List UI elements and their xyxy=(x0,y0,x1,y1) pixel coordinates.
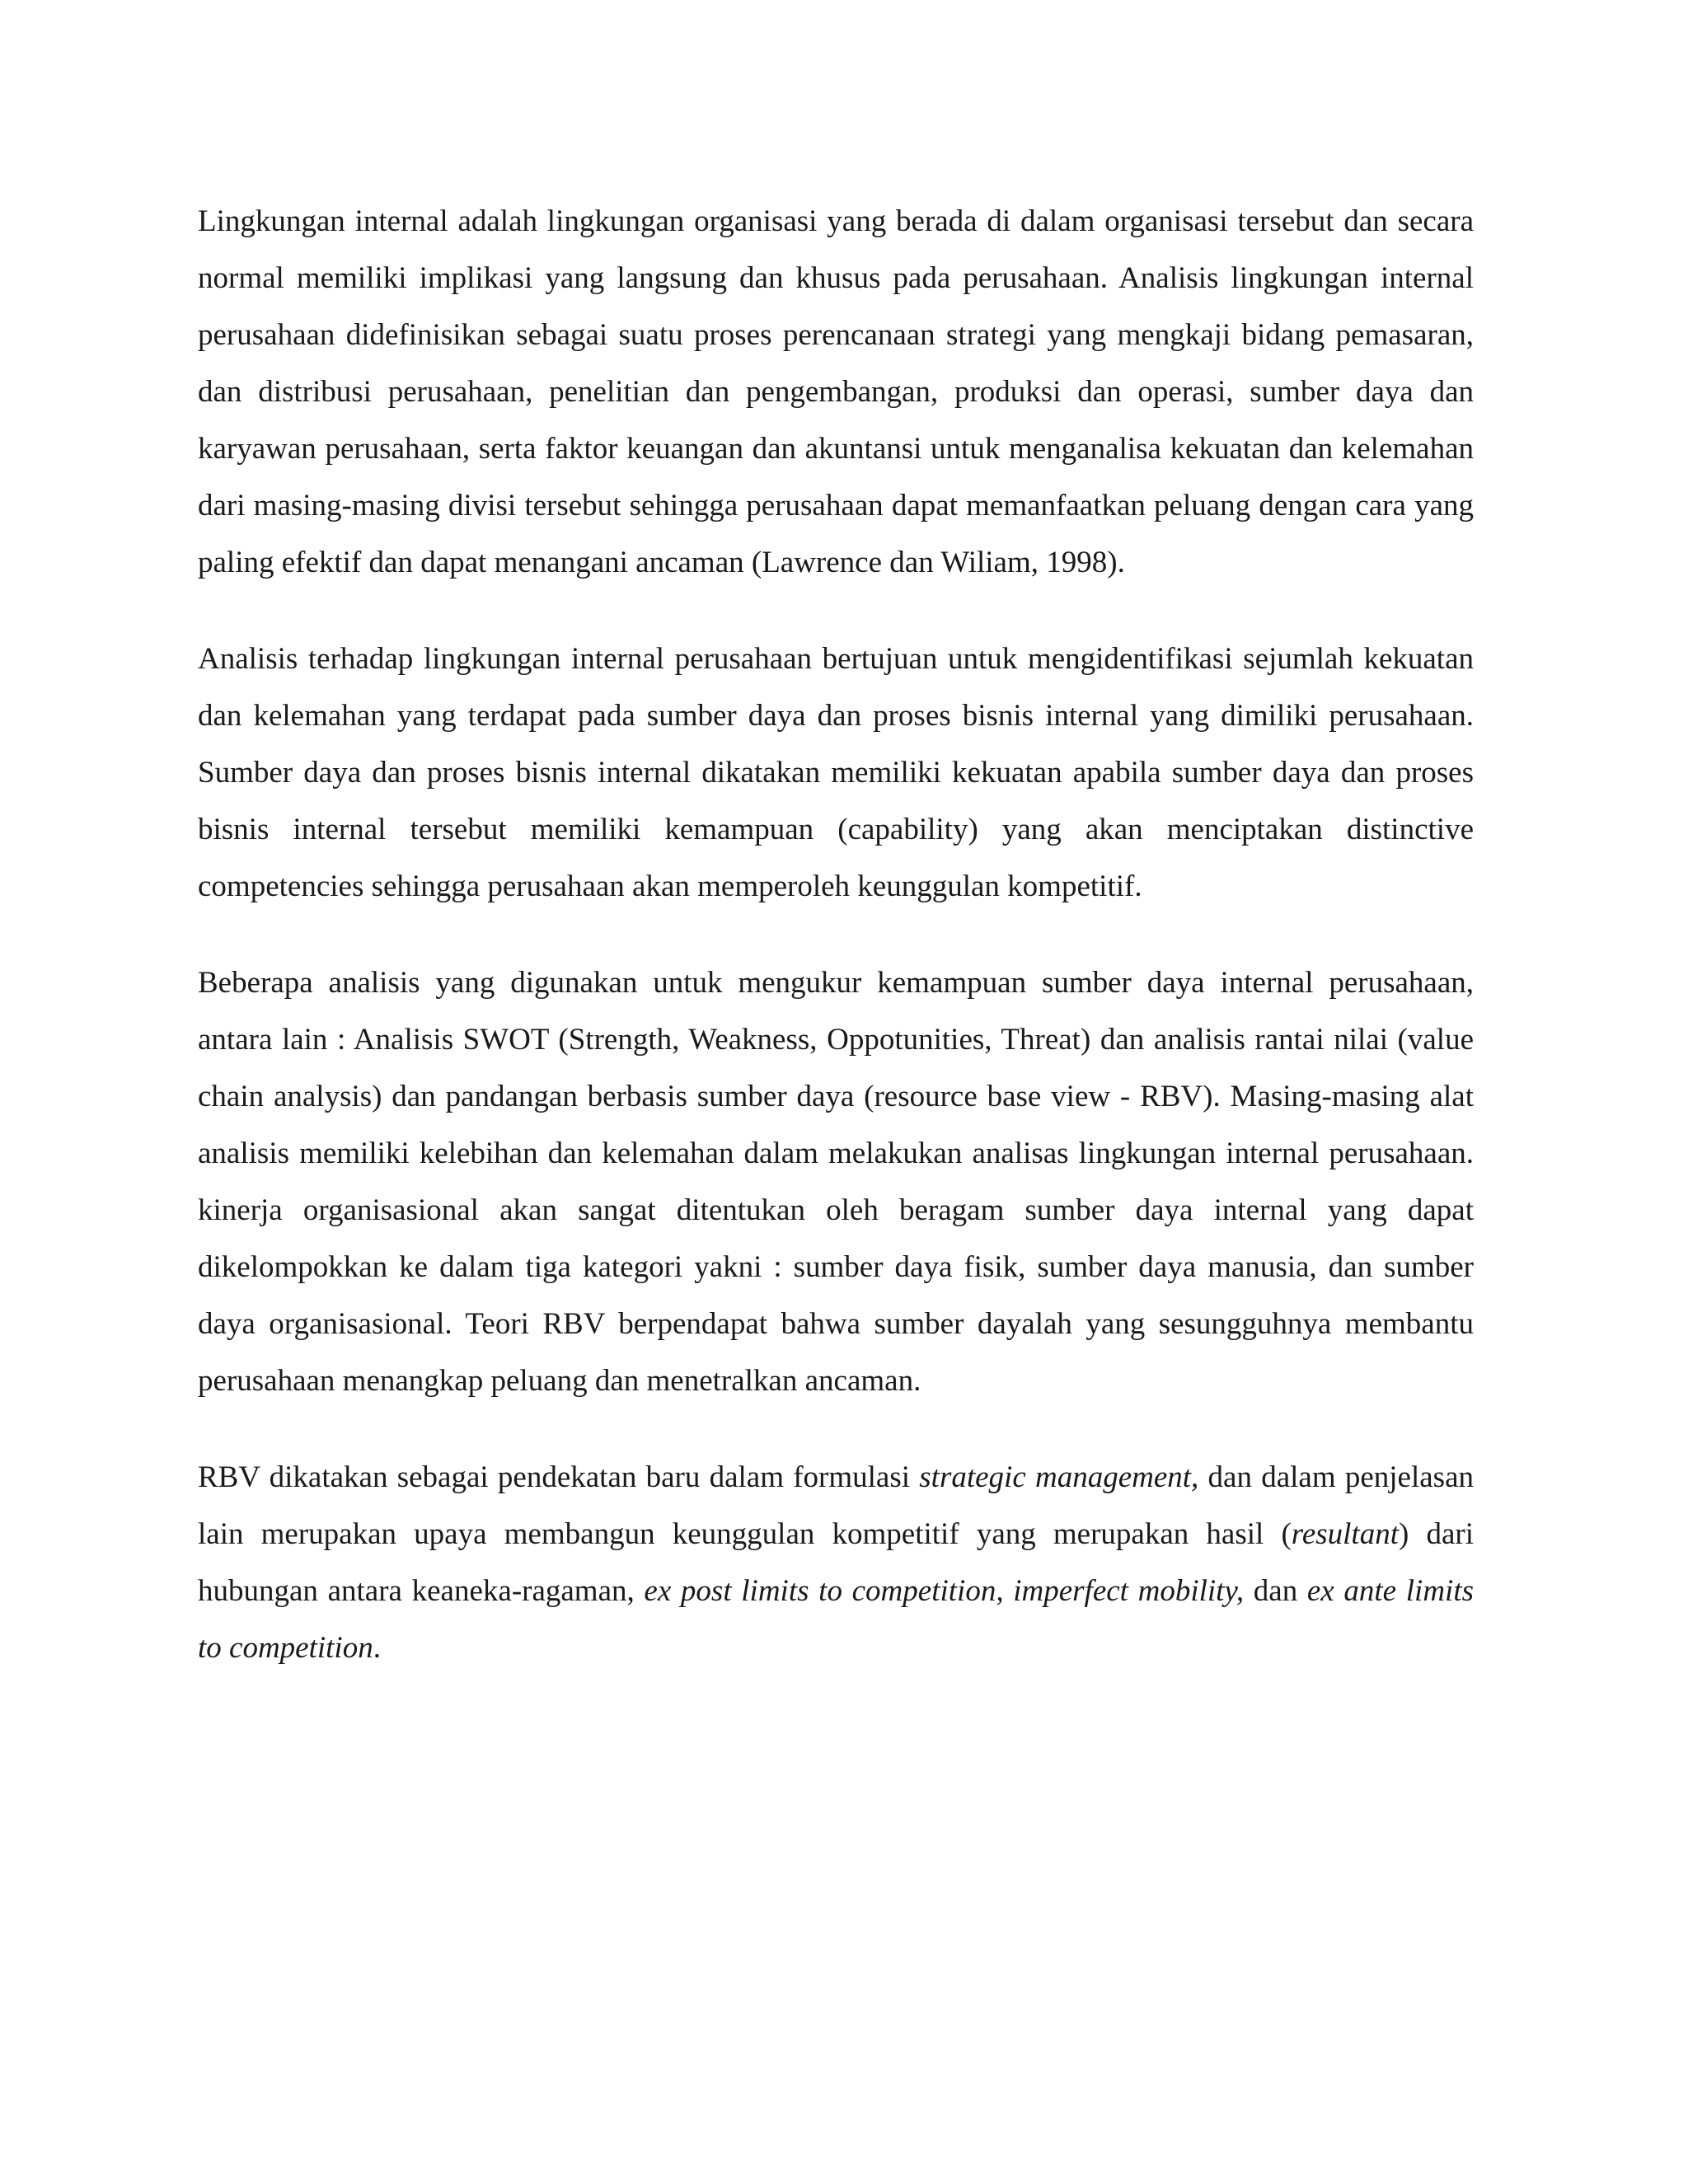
paragraph-rbv-approach xyxy=(198,1449,1474,1676)
paragraph-text: dan dalam penjelasan lain merupakan upaya membangun keunggulan kompetitif yang merupakan hasil ( xyxy=(198,1460,1474,1551)
paragraph-text: Beberapa analisis yang digunakan untuk mengukur kemampuan sumber daya internal perusahaan, antara lain : Analisis SWOT (Strength, Weakness, Oppotunities, Threat) dan analisis rantai nilai (value chain analysis) dan pandangan berbasis sumber daya (resource base view - RBV). Masing-masing alat analisis memiliki kelebihan dan kelemahan dalam melakukan analisas lingkungan internal perusahaan. kinerja organisasional akan sangat ditentukan oleh beragam sumber daya internal yang dapat dikelompokkan ke dalam tiga kategori yakni : sumber daya fisik, sumber daya manusia, dan sumber daya organisasional. Teori RBV berpendapat bahwa sumber dayalah yang sesungguhnya membantu perusahaan menangkap peluang dan menetralkan ancaman. xyxy=(198,966,1474,1398)
paragraph-internal-analysis-purpose xyxy=(198,630,1474,915)
italic-term-strategic-management: strategic management, xyxy=(919,1460,1199,1494)
paragraph-text: Analisis terhadap lingkungan internal perusahaan bertujuan untuk mengidentifikasi sejumlah kekuatan dan kelemahan yang terdapat pada sumber daya dan proses bisnis internal yang dimiliki perusahaan. Sumber daya dan proses bisnis internal dikatakan memiliki kekuatan apabila sumber daya dan proses bisnis internal tersebut memiliki kemampuan (capability) yang akan menciptakan distinctive competencies sehingga perusahaan akan memperoleh keunggulan kompetitif. xyxy=(198,642,1474,903)
italic-term-ex-ante-limits: ex ante limits to competition xyxy=(198,1574,1474,1665)
paragraph-analysis-methods xyxy=(198,954,1474,1409)
italic-term-resultant: resultant xyxy=(1291,1517,1399,1551)
paragraph-text: Lingkungan internal adalah lingkungan organisasi yang berada di dalam organisasi tersebut dan secara normal memiliki implikasi yang langsung dan khusus pada perusahaan. Analisis lingkungan internal perusahaan didefinisikan sebagai suatu proses perencanaan strategi yang mengkaji bidang pemasaran, dan distribusi perusahaan, penelitian dan pengembangan, produksi dan operasi, sumber daya dan karyawan perusahaan, serta faktor keuangan dan akuntansi untuk menganalisa kekuatan dan kelemahan dari masing-masing divisi tersebut sehingga perusahaan dapat memanfaatkan peluang dengan cara yang paling efektif dan dapat menangani ancaman (Lawrence dan Wiliam, 1998). xyxy=(198,204,1474,579)
paragraph-text: . xyxy=(373,1631,381,1665)
italic-term-ex-post-limits: ex post limits to competition, imperfect mobility, xyxy=(644,1574,1245,1608)
paragraph-text: RBV dikatakan sebagai pendekatan baru dalam formulasi xyxy=(198,1460,920,1494)
paragraph-internal-environment-definition xyxy=(198,193,1474,591)
paragraph-text: ) dari hubungan antara keaneka-ragaman, xyxy=(198,1517,1474,1608)
document-body xyxy=(198,193,1474,1676)
paragraph-text: dan xyxy=(1244,1574,1307,1608)
